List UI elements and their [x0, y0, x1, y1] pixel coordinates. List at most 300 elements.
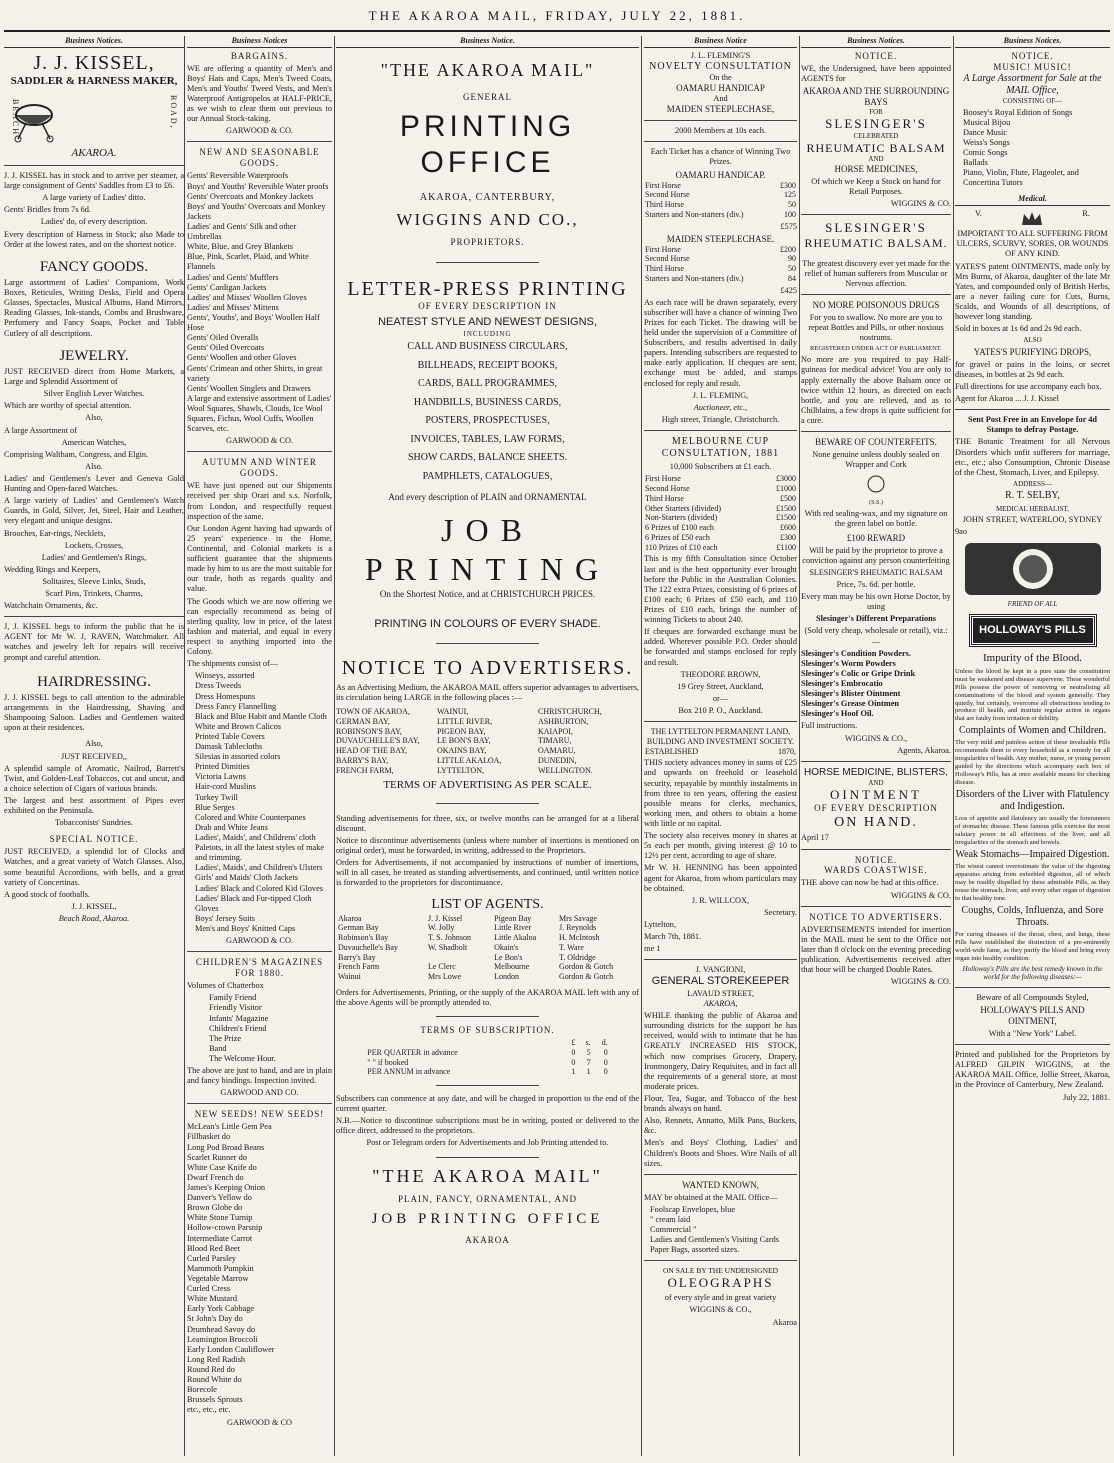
- list-item: Gents' Oiled Overcoats: [187, 343, 265, 353]
- store-place: AKAROA,: [703, 998, 738, 1008]
- list-item: Mammoth Pumpkin: [187, 1263, 254, 1273]
- service-item: CARDS, BALL PROGRAMMES,: [417, 378, 558, 390]
- autumn-text: Our London Agent having had upwards of 25 years' experience in the Home, Continental, and Colonial markets is a sufficient guarantee that the shipments made by him to us are the most suitable for our trade, both as regards quality and value.: [187, 523, 332, 594]
- music-assortment: A Large Assortment for Sale at the MAIL Office,: [963, 72, 1102, 96]
- store-text: Flour, Tea, Sugar, and Tobacco of the best brands always on hand.: [644, 1093, 797, 1114]
- wanted-list: [644, 1205, 797, 1256]
- prize-amount: 125: [784, 190, 796, 200]
- sundries-text: Tobacconists' Sundries.: [55, 818, 133, 828]
- rheumatic-balsam-heading: RHEUMATIC BALSAM: [806, 140, 946, 155]
- table-row: [644, 504, 797, 514]
- prize-label: First Horse: [645, 244, 681, 254]
- address-label: ADDRESS—: [1013, 479, 1052, 488]
- notice-heading: NOTICE.: [854, 50, 898, 61]
- new-goods-heading: NEW AND SEASONABLE GOODS.: [199, 147, 320, 169]
- list-item: Slesinger's Hoof Oil.: [801, 709, 874, 719]
- list-item: White Mustard: [187, 1294, 238, 1304]
- list-item: Black and Blue Habit and Mantle Cloth: [195, 711, 327, 721]
- prize-label: Third Horse: [645, 264, 684, 274]
- registered-label: REGISTERED UNDER ACT OF PARLIAMENT.: [810, 345, 942, 353]
- important-heading: IMPORTANT TO ALL SUFFERING FROM ULCERS, SCURVY, SORES, OR WOUNDS OF ANY KIND.: [956, 229, 1109, 259]
- signature: or—: [712, 693, 729, 703]
- impurity-heading: Impurity of the Blood.: [983, 652, 1082, 665]
- autumn-heading: AUTUMN AND WINTER GOODS.: [202, 457, 317, 479]
- town-item: OKAINS BAY,: [437, 746, 487, 756]
- vr-mark: [955, 209, 1110, 227]
- jewelry-text: American Watches,: [61, 437, 127, 447]
- signature: 19 Grey Street, Auckland,: [677, 681, 764, 691]
- towns-grid: [336, 707, 639, 775]
- table-header-cell: s.: [585, 1038, 591, 1047]
- neatest-style: NEATEST STYLE AND NEWEST DESIGNS,: [378, 316, 597, 329]
- subscription-heading: TERMS OF SUBSCRIPTION.: [420, 1025, 555, 1036]
- beware-text: Beware of all Compounds Styled,: [976, 992, 1089, 1002]
- column-heading: Business Notice.: [336, 36, 639, 48]
- list-item: The Welcome Hour.: [209, 1053, 276, 1063]
- table-row: [644, 210, 797, 220]
- magazines-heading: CHILDREN'S MAGAZINES FOR 1880.: [195, 957, 324, 979]
- table-cell: Little River: [494, 923, 532, 933]
- preparations-sub: (Sold very cheap, wholesale or retail), viz.:—: [804, 626, 948, 646]
- table-cell: 0: [571, 1047, 576, 1057]
- table-row: [336, 962, 639, 972]
- separator: [801, 849, 951, 850]
- list-item: Commercial ": [650, 1225, 697, 1235]
- lyttelton-text: THIS society advances money in sums of £25 and upwards on freehold or leasehold security, repayable by monthly instalments in from three to ten years, offering the easiest possible means for clerks, mechanics, working men, and others to obtain a home with little or no capital.: [644, 758, 797, 829]
- jewelry-text: Lockets, Crosses,: [64, 540, 124, 550]
- list-item: Friendly Visitor: [209, 1003, 262, 1013]
- bargains-heading: BARGAINS.: [230, 50, 289, 61]
- signature: WIGGINS & CO.: [890, 977, 951, 987]
- separator: [644, 141, 797, 142]
- melbourne-prize-table: [644, 474, 797, 552]
- prize-label: Third Horse: [645, 200, 684, 209]
- lavaud-street: LAVAUD STREET,: [687, 988, 754, 998]
- list-item: Printed Table Covers: [195, 731, 265, 741]
- list-item: Gents' Overcoats and Monkey Jackets: [187, 191, 314, 201]
- saddle-stock-text: J. J. KISSEL has in stock and to arrive per steamer, a large consignment of Gents' Saddles from £3 to £6.: [4, 170, 184, 191]
- signature: GARWOOD & CO.: [225, 436, 294, 446]
- table-row: [336, 914, 639, 924]
- list-item: James's Keeping Onion: [187, 1183, 265, 1192]
- signature: Lyttelton,: [644, 920, 677, 930]
- prize-label: First Horse: [645, 180, 681, 190]
- list-item: Ladies' and Gents' Mufflers: [187, 272, 279, 282]
- oleographs-text: of every style and in great variety: [664, 1293, 777, 1303]
- list-item: Ladies and Gentlemen's Visiting Cards: [650, 1235, 779, 1245]
- list-item: Silesias in assorted colors: [195, 752, 281, 762]
- separator: [436, 803, 539, 804]
- table-cell: Wainui: [338, 972, 361, 982]
- list-item: Piano, Violin, Flute, Flageolet, and Concertina Tutors: [963, 168, 1079, 188]
- signature-address: Beach Road, Akaroa.: [58, 913, 130, 923]
- store-text: WHILE thanking the public of Akaroa and surrounding districts for the support he has received, would wish to intimate that he has GREATLY INCREASED HIS STOCK, which now comprises Grocery, Drapery, Ironmongery, Dairy Requisites, and in fact all the requirements of a general store, at most moderate prices.: [644, 1011, 797, 1091]
- list-item: Dress Fancy Flannelling: [195, 701, 277, 711]
- henning-text: Mr W. H. HENNING has been appointed agent for Akaroa, from whom particulars may be obtained.: [644, 863, 797, 893]
- signature: WIGGINS & CO.,: [689, 1305, 752, 1315]
- jewelry-text: Ladies' and Gentlemen's Lever and Geneva Gold Hunting and Open-faced Watches.: [4, 473, 184, 494]
- magazines-list: [187, 993, 332, 1064]
- vangioni-name: J. VANGIONI,: [695, 965, 746, 975]
- town-item: ASHBURTON,: [538, 716, 589, 726]
- prize-label: Second Horse: [645, 190, 690, 200]
- list-item: Slesinger's Colic or Gripe Drink: [801, 668, 916, 678]
- wards-text: THE above can now be had at this office.: [801, 878, 939, 888]
- list-item: Musical Bijou: [963, 117, 1011, 127]
- autumn-text: The shipments consist of—: [187, 659, 279, 669]
- ladies-ditto: A large variety of Ladies' ditto.: [42, 193, 146, 203]
- autumn-list: [187, 671, 332, 934]
- on-the-label: On the: [709, 73, 732, 83]
- jewelry-text: Solitaires, Sleeve Links, Studs,: [42, 576, 146, 586]
- service-item: PAMPHLETS, CATALOGUES,: [422, 470, 553, 482]
- signature: Secretary.: [764, 907, 797, 917]
- holloway-emblem: [955, 541, 1110, 609]
- signature: Agents, Akaroa.: [897, 745, 951, 755]
- on-hand-heading: ON HAND.: [834, 815, 918, 831]
- table-header-cell: £: [571, 1038, 576, 1047]
- list-item: Comic Songs: [963, 148, 1008, 158]
- oamaru-prize-table: [644, 181, 797, 220]
- signature: Auctioneer, etc.,: [693, 402, 748, 412]
- oamaru-heading: OAMARU HANDICAP.: [675, 169, 766, 180]
- place-akaroa: AKAROA.: [71, 146, 117, 159]
- table-row: [366, 1058, 608, 1068]
- service-item: HANDBILLS, BUSINESS CARDS,: [413, 396, 562, 408]
- and-label: And: [713, 94, 728, 104]
- consisting-label: CONSISTING OF—: [1002, 97, 1063, 106]
- list-item: Round White do: [187, 1375, 242, 1385]
- list-item: Fillbasket do: [187, 1132, 231, 1142]
- table-cell: Barry's Bay: [338, 952, 376, 962]
- list-item: White Stone Turnip: [187, 1213, 253, 1223]
- town-item: HEAD OF THE BAY,: [336, 746, 407, 756]
- signature: GARWOOD AND CO.: [220, 1088, 299, 1098]
- list-item: Damask Tablecloths: [195, 742, 263, 752]
- seal-icon: [867, 475, 885, 493]
- jewelry-text: Scarf Pins, Trinkets, Charms,: [45, 589, 143, 599]
- side-word-right: ROAD,: [169, 94, 178, 130]
- column-divider: [184, 36, 185, 1456]
- list-item: Men's and Boys' Knitted Caps: [195, 924, 296, 934]
- table-row: [366, 1067, 608, 1077]
- ointment-heading: OINTMENT: [830, 787, 922, 803]
- separator: [644, 721, 797, 722]
- john-street: JOHN STREET, WATERLOO, SYDNEY: [962, 515, 1103, 525]
- imprint-date: July 22, 1881.: [1062, 1092, 1110, 1102]
- table-cell: 1: [571, 1067, 576, 1077]
- weak-text: The wisest cannot overestimate the value of the digesting apparatus arising from enfeebled digestion, all of which may be readily dispelled by these admirable Pills, as they rouse the stomach, liver, and every other organ of digestion to that healthy tone.: [955, 863, 1110, 902]
- music-heading: MUSIC! MUSIC!: [993, 61, 1072, 72]
- also-label: ALSO: [1023, 336, 1042, 345]
- jewelry-text: Brooches, Ear-rings, Necklets,: [4, 528, 106, 538]
- list-item: Slesinger's Condition Powders.: [801, 648, 911, 658]
- members-text: 2000 Members at 10s each.: [674, 126, 766, 136]
- table-row: [336, 953, 639, 963]
- list-item: Ladies', Maids', and Children's Ulsters: [195, 863, 323, 873]
- table-cell: Robinson's Bay: [338, 933, 389, 943]
- weak-heading: Weak Stomachs—Impaired Digestion.: [955, 849, 1110, 861]
- special-notice-heading: SPECIAL NOTICE.: [49, 834, 139, 845]
- list-item: Girls' and Maids' Cloth Jackets: [195, 873, 299, 883]
- list-item: Curled Cress: [187, 1284, 231, 1294]
- jewelry-text: Comprising Waltham, Congress, and Elgin.: [4, 449, 149, 459]
- beware-text: HOLLOWAY'S PILLS AND OINTMENT,: [980, 1005, 1085, 1027]
- impurity-text: Unless the blood be kept in a pure state the constitution must be weakened and disease supervene. These wonderful Pills possess the power of removing or neutralising all contaminations of the blood and system generally. They quietly, but certainly, overcome all obstructions tending to produce ill health, and institute regular action in organs that are faulty from irritation or debility.: [955, 667, 1110, 723]
- signature: J. L. FLEMING,: [692, 390, 749, 400]
- table-row: [644, 264, 797, 274]
- list-item: Dwarf French do: [187, 1172, 244, 1182]
- town-item: PIGEON BAY,: [437, 726, 486, 736]
- jewelry-text: JUST RECEIVED direct from Home Markets, a Large and Splendid Assortment of: [4, 366, 184, 387]
- kissel-logo: J. J. KISSEL,: [33, 51, 155, 74]
- table-cell: [426, 953, 492, 963]
- discovery-text: The greatest discovery ever yet made for the relief of human sufferers from Muscular or Nervous affection.: [802, 258, 950, 288]
- jewelry-text: Ladies' and Gentlemen's Rings,: [41, 552, 147, 562]
- holloway-pills-banner: HOLLOWAY'S PILLS: [970, 615, 1096, 646]
- list-item: Leamington Broccoli: [187, 1334, 258, 1344]
- list-item: Vegetable Marrow: [187, 1273, 249, 1283]
- red-wax-text: With red sealing-wax, and my signature on the green label on bottle.: [804, 508, 948, 528]
- april-date: April 17: [801, 833, 829, 843]
- prize-amount: 50: [788, 200, 796, 209]
- list-item: Long Red Radish: [187, 1354, 246, 1364]
- list-item: Boys' and Youths' Overcoats and Monkey Jackets: [187, 201, 326, 221]
- town-item: FRENCH FARM,: [336, 765, 394, 775]
- prize-label: Other Starters (divided): [645, 503, 721, 513]
- notice-heading: NOTICE.: [1011, 50, 1054, 61]
- table-cell: T. S. Johnson: [427, 933, 471, 943]
- notice-advertisers-heading: NOTICE TO ADVERTISERS.: [809, 911, 943, 922]
- general-label: GENERAL: [463, 91, 512, 102]
- list-item: Dance Music: [963, 127, 1008, 137]
- proprietor-name: WIGGINS AND CO.,: [396, 210, 579, 230]
- list-item: St John's Day do: [187, 1314, 243, 1324]
- magazines-intro: Volumes of Chatterbox: [187, 981, 264, 991]
- masthead-rule: [4, 30, 1110, 32]
- jewelry-text: Which are worthy of special attention.: [4, 401, 132, 411]
- list-item: Dress Tweeds: [195, 681, 242, 691]
- printing-office-heading: PRINTING OFFICE: [399, 109, 576, 180]
- list-item: Boys' Jersey Suits: [195, 913, 256, 923]
- list-item: Boosey's Royal Edition of Songs: [963, 107, 1073, 117]
- lyttelton-text: The society also receives money in shares at 5s each per month, giving interest @ 10 to 12½ per cent, according to age of share.: [644, 831, 797, 861]
- list-item: Gents' Reversible Waterproofs: [187, 171, 289, 181]
- table-cell: Le Bon's: [494, 952, 523, 962]
- holloway-emblem-icon: [963, 541, 1103, 597]
- town-item: TIMARU,: [538, 736, 572, 746]
- list-item: Paper Bags, assorted sizes.: [650, 1245, 740, 1255]
- list-item: Ladies' Black and Fur-tipped Cloth Gloves: [195, 893, 312, 913]
- table-cell: 0: [603, 1057, 608, 1067]
- complaints-heading: Complaints of Women and Children.: [958, 725, 1107, 737]
- celebrated-label: CELEBRATED: [853, 132, 899, 141]
- signature: WIGGINS & CO.,: [844, 733, 908, 743]
- prize-amount: 50: [788, 264, 796, 274]
- list-item: Drab and White Jeans: [195, 822, 268, 832]
- saddler-trade: SADDLER & HARNESS MAKER,: [10, 75, 178, 88]
- table-row: [336, 972, 639, 982]
- town-item: DUNEDIN,: [538, 755, 577, 765]
- advertisers-text: ADVERTISEMENTS intended for insertion in the MAIL must be sent to the Office not later than 8 o'clock on the evening preceding publication. Advertisements received after that hour will be charged Double Rates.: [801, 924, 951, 975]
- agents-table: [336, 914, 639, 982]
- list-item: Infants' Magazine: [209, 1013, 269, 1023]
- tobacco-text: A splendid sample of Aromatic, Nailrod, Barrett's Twist, and Golden-Leaf Tobaccos, cut and uncut, and a choice selection of Cigars of various brands.: [4, 763, 184, 793]
- list-item: Intermediate Carrot: [187, 1233, 253, 1243]
- table-cell: Pigeon Bay: [494, 913, 532, 923]
- list-item: Long Pod Broad Beans: [187, 1142, 265, 1152]
- medical-heading: Medical.: [955, 194, 1110, 206]
- prize-amount: £1100: [776, 542, 796, 552]
- wanted-heading: WANTED KNOWN,: [682, 1179, 759, 1190]
- coughs-heading: Coughs, Colds, Influenza, and Sore Throats.: [961, 904, 1104, 929]
- table-row: [644, 274, 797, 284]
- separator: [187, 141, 332, 142]
- oamaru-total: £575: [780, 221, 797, 231]
- signature: THEODORE BROWN,: [680, 669, 761, 679]
- magazines-note: The above are just to hand, and are in plain and fancy bindings. Inspection invited.: [187, 1066, 332, 1086]
- prize-label: Non-Starters (divided): [645, 513, 718, 523]
- list-item: Slesinger's Blister Ointment: [801, 689, 901, 699]
- prize-label: First Horse: [645, 474, 681, 484]
- town-item: GERMAN BAY,: [336, 716, 390, 726]
- maiden-total: £425: [780, 285, 797, 295]
- advertising-intro: As an Advertising Medium, the AKAROA MAIL offers superior advantages to advertisers, its circulation being LARGE in the following places :—: [336, 682, 639, 702]
- coughs-text: For curing diseases of the throat, chest, and lungs, these Pills have established the distinction of a pre-eminently world-wide fame, as they purify the blood and bring every organ into healthy condition.: [955, 931, 1110, 962]
- list-item: Turkey Twill: [195, 792, 238, 802]
- table-cell: W. Shadbolt: [427, 942, 468, 952]
- separator: [644, 1174, 797, 1175]
- oleographs-heading: OLEOGRAPHS: [667, 1275, 774, 1291]
- oamaru-handicap: OAMARU HANDICAP: [676, 83, 765, 94]
- jewelry-text: Also.: [85, 461, 103, 471]
- masthead: THE AKAROA MAIL, FRIDAY, JULY 22, 1881.: [368, 8, 746, 23]
- swallow-text: For you to swallow. No more are you to repeat Bottles and Pills, or other noxious nostrums.: [808, 313, 944, 343]
- notice-advertisers-heading: NOTICE TO ADVERTISERS.: [341, 657, 634, 680]
- list-item: Gents' Woollen and other Gloves: [187, 353, 297, 363]
- list-item: Gents', Youths', and Boys' Woollen Half Hose: [187, 312, 320, 333]
- purifying-heading: YATES'S PURIFYING DROPS,: [973, 346, 1092, 357]
- jewelry-text: A large variety of Ladies' and Gentlemen's Watch Guards, in Gold, Silver, Jet, Steel, Hair and Leather, very elegant and unique designs.: [4, 496, 184, 526]
- established-year: 1870,: [778, 746, 796, 756]
- signature: Akaroa: [772, 1317, 797, 1327]
- footer-place: AKAROA: [465, 1234, 510, 1245]
- herbalist-label: MEDICAL HERBALIST,: [995, 504, 1070, 513]
- table-row: [644, 543, 797, 553]
- town-item: BARRY'S BAY,: [336, 755, 389, 765]
- preparations-list: [801, 649, 951, 720]
- table-row: [644, 474, 797, 484]
- slesinger-heading: SLESINGER'S: [825, 220, 927, 236]
- established-label: ESTABLISHED: [645, 746, 699, 756]
- footer-job: JOB PRINTING OFFICE: [371, 1211, 604, 1228]
- table-row: [644, 494, 797, 504]
- column-heading: Business Notices.: [801, 36, 951, 48]
- town-item: OAMARU,: [538, 746, 576, 756]
- table-cell: Gordon & Gotch: [558, 972, 614, 982]
- stock-text: Of which we Keep a Stock on hand for Retail Purposes.: [811, 176, 941, 197]
- music-list: [955, 108, 1110, 189]
- table-cell: W. Jolly: [427, 923, 455, 933]
- table-cell: 1: [586, 1067, 591, 1077]
- seeds-heading: NEW SEEDS! NEW SEEDS!: [194, 1109, 325, 1120]
- store-text: Also, Rennets, Annatto, Milk Pans, Buckets, &c.: [644, 1116, 797, 1136]
- special-notice-text: JUST RECEIVED, a splendid lot of Clocks and Watches, and a great variety of Watch Glasses. Also, some beautiful Accordions, with bells, and a great variety of Concertinas.: [4, 847, 184, 887]
- harness-text: Every description of Harness in Stock; also Made to Order at the lowest rates, and on the shortest notice.: [4, 229, 184, 249]
- list-item: White, Blue, and Grey Blankets: [187, 242, 293, 252]
- discontinue-text: Notice to discontinue advertisements (unless where number of insertions is mentioned on original order), must be forwarded, in writing, addressed to the Proprietors.: [336, 835, 639, 856]
- complaints-text: The very mild and painless action of these invaluable Pills recommends them to every household as a remedy for all irregularities of health. Any mother, nurse, or young person guided by the directions which accompany each box of Holloway's Pills, has at once available means for checking disease.: [955, 739, 1110, 787]
- bargains-text: WE are offering a quantity of Men's and Boys' Hats and Caps, Men's Tweed Coats, Men's and Youths' Tweed Vests, and Men's Waterproof Antigropelos at HALF-PRICE, as we wish to clear them out previous to our Annual Stock-taking.: [187, 63, 332, 124]
- table-cell: German Bay: [338, 923, 379, 933]
- table-cell: 0: [603, 1047, 608, 1057]
- list-item: Weiss's Songs: [963, 137, 1010, 147]
- prize-amount: £300: [780, 180, 796, 190]
- table-cell: Le Clerc: [427, 962, 456, 972]
- separator: [187, 1103, 332, 1104]
- service-item: INVOICES, TABLES, LAW FORMS,: [410, 433, 565, 445]
- and-label: AND: [868, 155, 884, 164]
- football-text: A good stock of footballs.: [4, 889, 90, 899]
- maiden-steeplechase: MAIDEN STEEPLECHASE,: [666, 104, 775, 115]
- list-item: Round Red do: [187, 1364, 235, 1374]
- table-cell: Mrs Lowe: [427, 972, 462, 982]
- list-item: Hollow-crown Parsnip: [187, 1223, 263, 1233]
- separator: [801, 294, 951, 295]
- signature: GARWOOD & CO.: [225, 126, 294, 136]
- town-item: WELLINGTON.: [538, 765, 593, 775]
- column-3: [336, 36, 639, 1456]
- separator: [644, 120, 797, 121]
- beware-heading: BEWARE OF COUNTERFEITS.: [815, 437, 937, 448]
- every-description: OF EVERY DESCRIPTION IN: [418, 301, 557, 312]
- list-item: Winseys, assorted: [195, 671, 255, 681]
- store-text: Men's and Boys' Clothing, Ladies' and Children's Boots and Shoes. Wire Nails of all sizes.: [644, 1138, 797, 1168]
- melbourne-text: This is my fifth Consultation since October last and is the best opportunity ever brought before the Public in the Australian Colonies. The 122 extra Prizes, consisting of 6 prizes of £100 each; 6 Prizes of £50 each, and 110 Prizes of £10 each, brings the number of winning Tickets to about 240.: [644, 554, 797, 625]
- list-item: Hair-cord Muslins: [195, 782, 256, 792]
- seeds-list: [187, 1122, 332, 1415]
- prize-label: 6 Prizes of £100 each: [645, 523, 714, 533]
- table-cell: H. McIntosh: [558, 933, 600, 943]
- prize-amount: £1500: [776, 513, 796, 523]
- table-cell: London: [494, 972, 520, 982]
- list-item: Blue, Pink, Scarlet, Plaid, and White Flannels: [187, 252, 309, 272]
- town-item: LITTLE AKALOA,: [437, 755, 502, 765]
- pipes-text: The largest and best assortment of Pipes ever exhibited on the Peninsula.: [4, 795, 184, 816]
- full-instructions: Full instructions.: [801, 721, 858, 731]
- signature: High street, Triangle, Christchurch.: [661, 414, 780, 424]
- list-item: Blue Serges: [195, 802, 235, 812]
- jewelry-text: A large Assortment of: [4, 425, 77, 435]
- list-item: Family Friend: [209, 993, 257, 1003]
- prize-label: 6 Prizes of £50 each: [645, 532, 710, 542]
- yates-text: YATES'S patent OINTMENTS, made only by Mrs Burns, of Akaroa, daughter of the late Mr Yates, and compounded only of British Herbs, are a never failing cure for Cuts, Burns, Scalds, and Wounds of all descriptions, of however long standing.: [955, 261, 1110, 322]
- list-item: Brown Globe do: [187, 1203, 243, 1213]
- list-item: Printed Dimities: [195, 762, 250, 772]
- separator: [955, 1044, 1110, 1045]
- wards-heading: WARDS COASTWISE.: [824, 865, 928, 876]
- orders-text: Orders for Advertisements, if not accompanied by instructions of number of insertions, will in all cases, be treated as standing advertisements, and continued, until written notice is forwarded to the proprietors for discontinuance.: [336, 858, 639, 888]
- melbourne-subscribers: 10,000 Subscribers at £1 each.: [669, 462, 772, 472]
- including-label: INCLUDING: [463, 329, 512, 338]
- printer-imprint: Printed and published for the Proprietors by ALFRED GILPIN WIGGINS, at the AKAROA MAIL Office, Jollie Street, Akaroa, in the Province of Canterbury, New Zealand.: [955, 1050, 1110, 1090]
- column-4: [644, 36, 797, 1456]
- akaroa-bays: AKAROA AND THE SURROUNDING BAYS: [802, 85, 950, 107]
- melbourne-cup-heading: MELBOURNE CUP CONSULTATION, 1881: [661, 436, 780, 460]
- table-cell: 0: [571, 1057, 576, 1067]
- preparations-heading: Slesinger's Different Preparations: [816, 614, 936, 624]
- town-item: CHRISTCHURCH,: [538, 707, 602, 717]
